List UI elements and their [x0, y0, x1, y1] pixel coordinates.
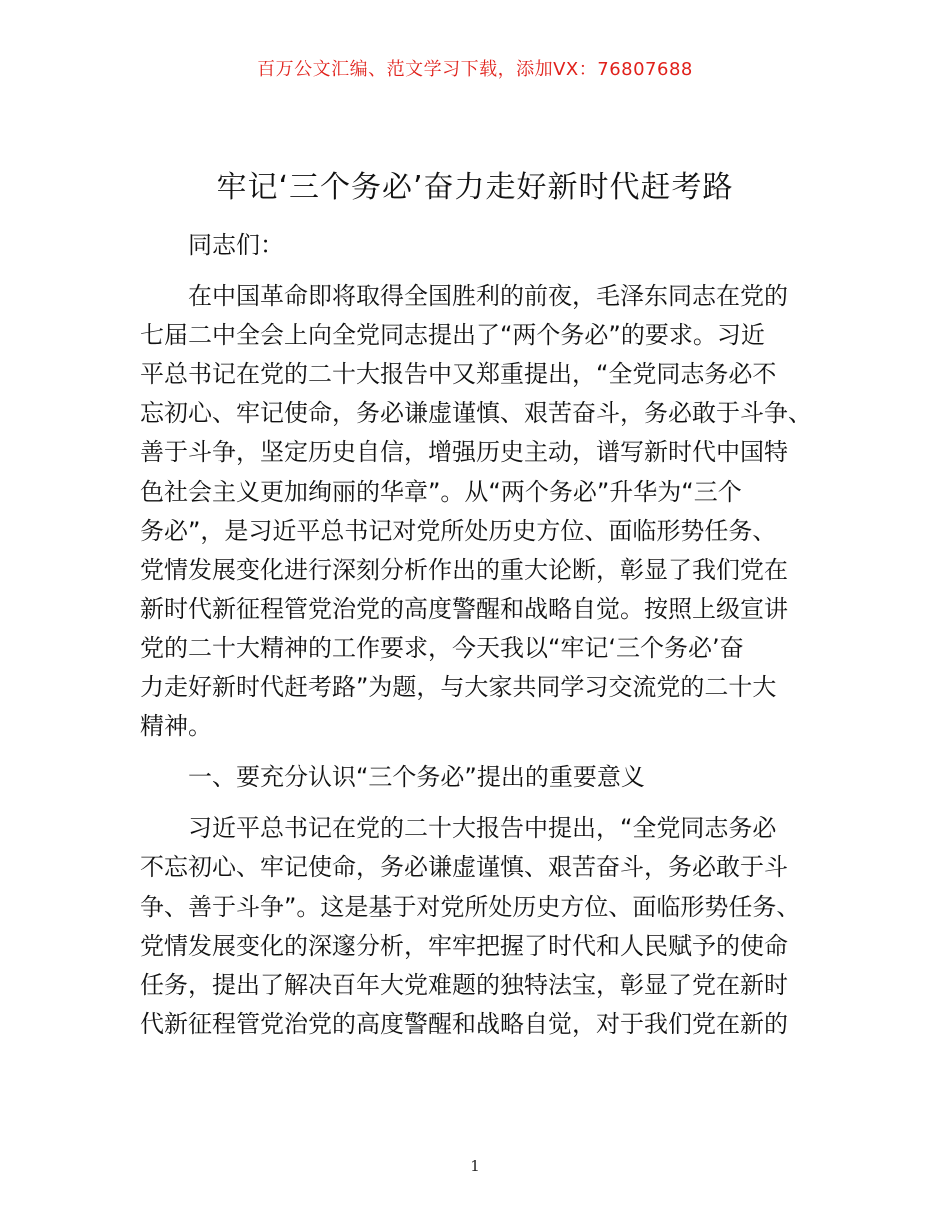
- paragraph-line: 党情发展变化的深邃分析，牢牢把握了时代和人民赋予的使命: [140, 931, 788, 960]
- paragraph-line: 平总书记在党的二十大报告中又郑重提出，“全党同志务必不: [140, 360, 777, 389]
- paragraph-line: 力走好新时代赶考路”为题，与大家共同学习交流党的二十大: [140, 673, 777, 702]
- salutation: 同志们：: [188, 231, 284, 259]
- paragraph-line: 善于斗争，坚定历史自信，增强历史主动，谱写新时代中国特: [140, 438, 788, 467]
- paragraph-line: 务必”，是习近平总书记对党所处历史方位、面临形势任务、: [140, 516, 777, 545]
- paragraph-line: 忘初心、牢记使命，务必谦虚谨慎、艰苦奋斗，务必敢于斗争、: [140, 399, 812, 428]
- paragraph-line: 色社会主义更加绚丽的华章”。从“两个务必”升华为“三个: [140, 477, 742, 506]
- paragraph-1: [140, 277, 812, 746]
- paragraph-line: 七届二中全会上向全党同志提出了“两个务必”的要求。习近: [140, 321, 765, 350]
- document-body: [140, 226, 812, 1044]
- paragraph-line: 在中国革命即将取得全国胜利的前夜，毛泽东同志在党的: [188, 282, 788, 311]
- paragraph-line: 代新征程管党治党的高度警醒和战略自觉，对于我们党在新的: [140, 1009, 788, 1038]
- paragraph-line: 精神。: [140, 712, 212, 741]
- paragraph-line: 党的二十大精神的工作要求，今天我以“牢记‘三个务必’奋: [140, 633, 744, 662]
- paragraph-line: 争、善于斗争”。这是基于对党所处历史方位、面临形势任务、: [140, 892, 801, 921]
- header-note: 百万公文汇编、范文学习下载，添加VX：76807688: [257, 59, 693, 80]
- paragraph-line: 习近平总书记在党的二十大报告中提出，“全党同志务必: [188, 814, 777, 843]
- section-1-heading: 一、要充分认识“三个务必”提出的重要意义: [188, 763, 645, 792]
- paragraph-line: 不忘初心、牢记使命，务必谦虚谨慎、艰苦奋斗，务必敢于斗: [140, 853, 788, 882]
- paragraph-line: 任务，提出了解决百年大党难题的独特法宝，彰显了党在新时: [140, 970, 788, 999]
- paragraph-line: 新时代新征程管党治党的高度警醒和战略自觉。按照上级宣讲: [140, 594, 788, 623]
- paragraph-2: [140, 809, 812, 1044]
- paragraph-line: 党情发展变化进行深刻分析作出的重大论断，彰显了我们党在: [140, 555, 788, 584]
- document-title: 牢记‘三个务必’奋力走好新时代赶考路: [216, 170, 734, 205]
- page-number: 1: [470, 1157, 480, 1175]
